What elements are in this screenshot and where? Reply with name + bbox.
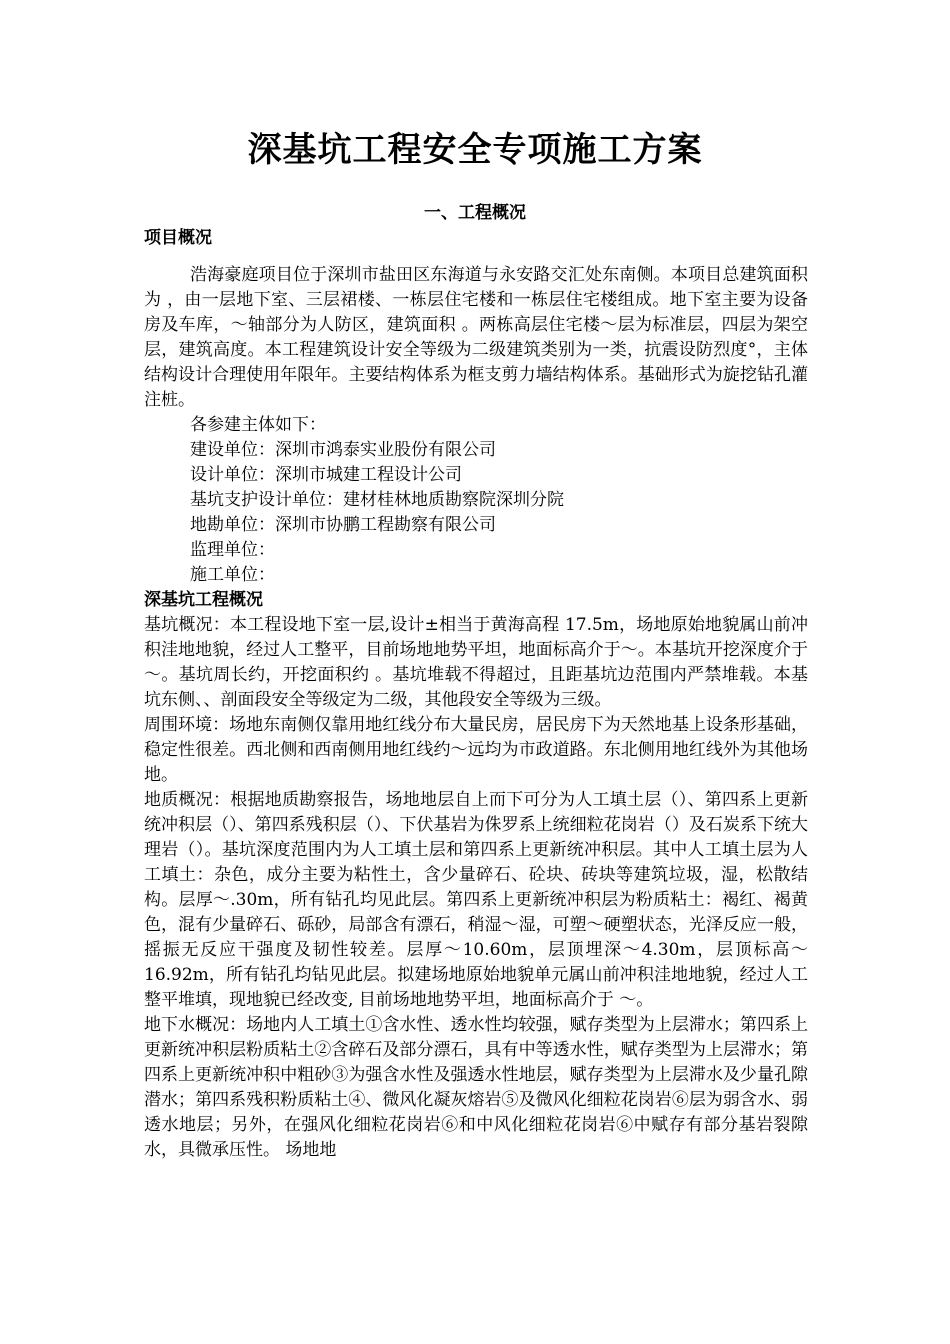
- participant-line: 监理单位：: [190, 540, 275, 560]
- paragraph-pit-overview: 基坑概况：本工程设地下室一层,设计±相当于黄海高程 17.5m，场地原始地貌属山前冲积洼地地貌，经过人工整平，目前场地地势平坦，地面标高介于～。本基坑开挖深度介于～。基坑周长约，开挖面积约 。基坑堆载不得超过，且距基坑边范围内严禁堆载。本基坑东侧、、剖面段安全等级定为二级，其他段安全等级为三级。: [144, 615, 808, 710]
- subheading-pit-overview: 深基坑工程概况: [144, 590, 263, 610]
- participant-line: 设计单位：深圳市城建工程设计公司: [190, 465, 462, 485]
- participants-intro: 各参建主体如下：: [190, 415, 326, 435]
- participant-line: 建设单位：深圳市鸿泰实业股份有限公司: [190, 440, 496, 460]
- paragraph-geology: 地质概况：根据地质勘察报告，场地地层自上而下可分为人工填土层（）、第四系上更新统冲积层（）、第四系残积层（）、下伏基岩为侏罗系上统细粒花岗岩（）及石炭系下统大理岩（）。基坑深度范围内为人工填土层和第四系上更新统冲积层。其中人工填土层为人工填土：杂色，成分主要为粘性土，含少量碎石、砼块、砖块等建筑垃圾，湿，松散结构。层厚～.30m，所有钻孔均见此层。第四系上更新统冲积层为粉质粘土：褐红、褐黄色，混有少量碎石、砾砂，局部含有漂石，稍湿～湿，可塑～硬塑状态，光泽反应一般，摇振无反应干强度及韧性较差。层厚～10.60m，层顶埋深～4.30m，层顶标高～16.92m，所有钻孔均钻见此层。拟建场地原始地貌单元属山前冲积洼地地貌，经过人工整平堆填，现地貌已经改变, 目前场地地势平坦，地面标高介于 ～。: [144, 790, 808, 1010]
- participants-list: [144, 438, 808, 588]
- paragraph-groundwater: 地下水概况：场地内人工填土①含水性、透水性均较强，赋存类型为上层滞水；第四系上更新统冲积层粉质粘土②含碎石及部分漂石，具有中等透水性，赋存类型为上层滞水；第四系上更新统冲积中粗砂③为强含水性及强透水性地层，赋存类型为上层滞水及少量孔隙潜水；第四系残积粉质粘土④、微风化凝灰熔岩⑤及微风化细粒花岗岩⑥层为弱含水、弱透水地层；另外，在强风化细粒花岗岩⑥和中风化细粒花岗岩⑥中赋存有部分基岩裂隙水，具微承压性。 场地地: [144, 1015, 808, 1160]
- paragraph-project-overview: 浩海豪庭项目位于深圳市盐田区东海道与永安路交汇处东南侧。本项目总建筑面积为 ，由一层地下室、三层裙楼、一栋层住宅楼和一栋层住宅楼组成。地下室主要为设备房及车库，～轴部分为人防区，建筑面积 。两栋高层住宅楼～层为标准层，四层为架空层，建筑高度。本工程建筑设计安全等级为二级建筑类别为一类，抗震设防烈度°，主体结构设计合理使用年限年。主要结构体系为框支剪力墙结构体系。基础形式为旋挖钻孔灌注桩。: [144, 265, 808, 410]
- document-title: 深基坑工程安全专项施工方案: [247, 130, 703, 170]
- subheading-project-overview: 项目概况: [144, 228, 212, 248]
- document-body: [144, 226, 808, 1163]
- section-heading-overview: 一、工程概况: [424, 203, 526, 223]
- participant-line: 施工单位：: [190, 565, 275, 585]
- participant-line: 基坑支护设计单位：建材桂林地质勘察院深圳分院: [190, 490, 564, 510]
- participant-line: 地勘单位：深圳市协鹏工程勘察有限公司: [190, 515, 496, 535]
- paragraph-surroundings: 周围环境：场地东南侧仅靠用地红线分布大量民房，居民房下为天然地基上设条形基础，稳定性很差。西北侧和西南侧用地红线约～远均为市政道路。东北侧用地红线外为其他场地。: [144, 715, 808, 785]
